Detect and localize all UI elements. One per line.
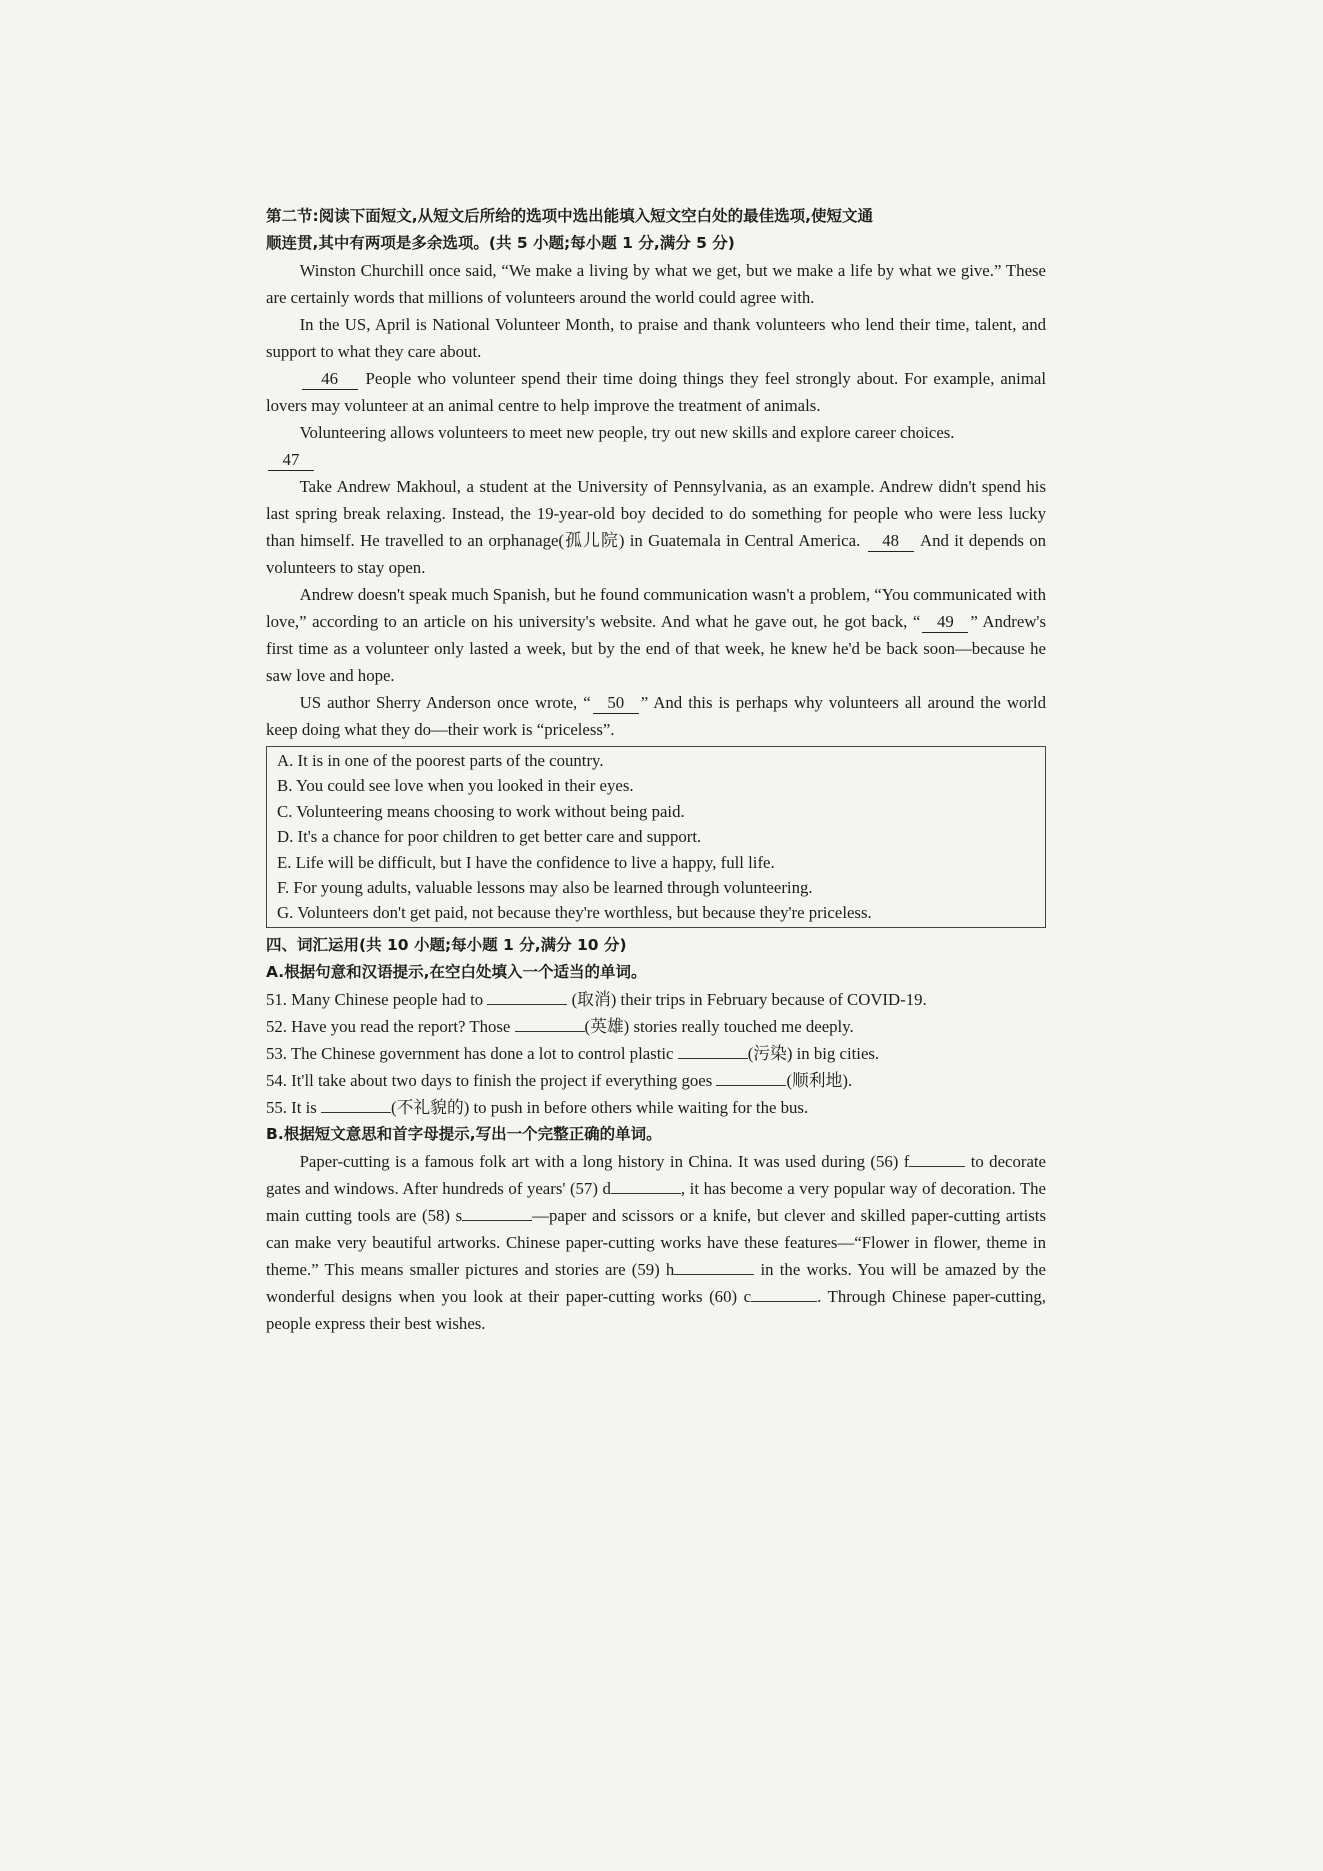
answer-line-55 [321,1095,391,1113]
answer-line-53 [678,1041,748,1059]
blank-47: 47 [268,449,314,471]
question-55 [266,1094,1046,1121]
section2-heading-line2: 顺连贯,其中有两项是多余选项。(共 5 小题;每小题 1 分,满分 5 分) [266,234,735,252]
question-53-text-a: 53. The Chinese government has done a lot to control plastic [266,1043,674,1063]
passage-paragraph-3-text: People who volunteer spend their time doing things they feel strongly about. For example, animal lovers may volunteer at an animal centre to help improve the treatment of animals. [266,369,1046,415]
question-55-text-a: 55. It is [266,1097,317,1117]
question-52-text-a: 52. Have you read the report? Those [266,1016,511,1036]
option-e: E. Life will be difficult, but I have the confidence to live a happy, full life. [277,852,775,872]
passage-b-text-2: to decorate gates and windows. After hundreds of years' (57) d [266,1151,1047,1198]
question-52-text-b: (英雄) stories really touched me deeply. [584,1016,854,1036]
exam-content [266,203,1046,1337]
blank-50: 50 [593,692,639,714]
answer-line-51 [487,987,567,1005]
question-51-text-b: (取消) their trips in February because of COVID-19. [571,989,927,1009]
passage-b-text-4: —paper and scissors or a knife, but clever and skilled paper-cutting artists can make very beautiful artworks. Chinese paper-cutting works have these features—“Flower in flower, theme in theme.” This means smaller pictures and stories are (59) h [266,1205,1047,1279]
answer-line-54 [716,1068,786,1086]
passage-paragraph-6-text-a: Andrew doesn't speak much Spanish, but he found communication wasn't a problem, “You communicated with love,” according to an article on his university's website. And what he gave out, he got back, “ [266,585,1046,631]
question-51-text-a: 51. Many Chinese people had to [266,989,484,1009]
question-51 [266,986,1046,1013]
passage-paragraph-5 [266,473,1046,581]
passage-b-text-6: . Through Chinese paper-cutting, people express their best wishes. [266,1286,1046,1333]
passage-b [266,1148,1046,1337]
question-53-text-b: (污染) in big cities. [747,1043,880,1063]
passage-paragraph-4 [266,419,1046,446]
passage-b-text-1: Paper-cutting is a famous folk art with a long history in China. It was used during (56) f [299,1151,910,1171]
passage-paragraph-5-text-a: Take Andrew Makhoul, a student at the University of Pennsylvania, as an example. Andrew didn't spend his last spring break relaxing. Instead, the 19-year-old boy decided to do something for people who were less lucky than himself. He travelled to an orphanage(孤儿院) in Guatemala in Central America. [266,477,1046,550]
part-b-heading: B.根据短文意思和首字母提示,写出一个完整正确的单词。 [266,1124,662,1143]
passage-paragraph-1: Winston Churchill once said, “We make a living by what we get, but we make a life by what we give.” These are certainly words that millions of volunteers around the world could agree with. [266,261,1046,307]
options-box [266,746,1046,928]
option-c: C. Volunteering means choosing to work without being paid. [277,801,685,821]
answer-line-52 [515,1014,585,1032]
question-54-text-a: 54. It'll take about two days to finish the project if everything goes [266,1070,713,1090]
option-f: F. For young adults, valuable lessons may also be learned through volunteering. [277,878,813,898]
question-52 [266,1013,1046,1040]
answer-line-58 [462,1203,532,1221]
section2-heading [266,203,1046,257]
passage-b-text-3: , it has become a very popular way of decoration. The main cutting tools are (58) s [266,1178,1046,1225]
passage-paragraph-5-text-b: And it depends on volunteers to stay open. [266,531,1046,577]
question-54-text-b: (顺利地). [786,1070,853,1090]
passage-b-text-5: in the works. You will be amazed by the wonderful designs when you look at their paper-cutting works (60) c [266,1259,1046,1306]
option-b: B. You could see love when you looked in their eyes. [277,776,634,796]
passage-paragraph-4-text: Volunteering allows volunteers to meet new people, try out new skills and explore career choices. [299,423,955,442]
answer-line-57 [611,1176,681,1194]
answer-line-56 [909,1149,965,1167]
passage-paragraph-6-text-b: ” Andrew's first time as a volunteer only lasted a week, but by the end of that week, he knew he'd be back soon—because he saw love and hope. [266,612,1046,685]
passage-paragraph-7-text-b: ” And this is perhaps why volunteers all around the world keep doing what they do—their work is “priceless”. [266,693,1046,739]
option-a: A. It is in one of the poorest parts of the country. [277,751,604,770]
part-a-heading: A.根据句意和汉语提示,在空白处填入一个适当的单词。 [266,962,647,981]
option-g: G. Volunteers don't get paid, not because they're worthless, but because they're priceless. [277,903,872,923]
blank-48: 48 [868,530,914,552]
question-54 [266,1067,1046,1094]
passage-paragraph-7-text-a: US author Sherry Anderson once wrote, “ [299,693,591,712]
answer-line-59 [674,1257,754,1275]
answer-line-60 [751,1284,817,1302]
question-53 [266,1040,1046,1067]
passage-paragraph-2: In the US, April is National Volunteer Month, to praise and thank volunteers who lend their time, talent, and support to what they care about. [266,315,1046,361]
blank-47-line [266,446,1046,473]
option-d: D. It's a chance for poor children to get better care and support. [277,827,702,847]
blank-46: 46 [302,368,358,390]
blank-49: 49 [922,611,968,633]
section2-heading-line1: 第二节:阅读下面短文,从短文后所给的选项中选出能填入短文空白处的最佳选项,使短文通 [266,207,873,225]
passage-paragraph-6 [266,581,1046,689]
passage-paragraph-7 [266,689,1046,743]
question-55-text-b: (不礼貌的) to push in before others while waiting for the bus. [391,1097,809,1117]
passage-paragraph-3 [266,365,1046,419]
section4-heading: 四、词汇运用(共 10 小题;每小题 1 分,满分 10 分) [266,935,627,954]
